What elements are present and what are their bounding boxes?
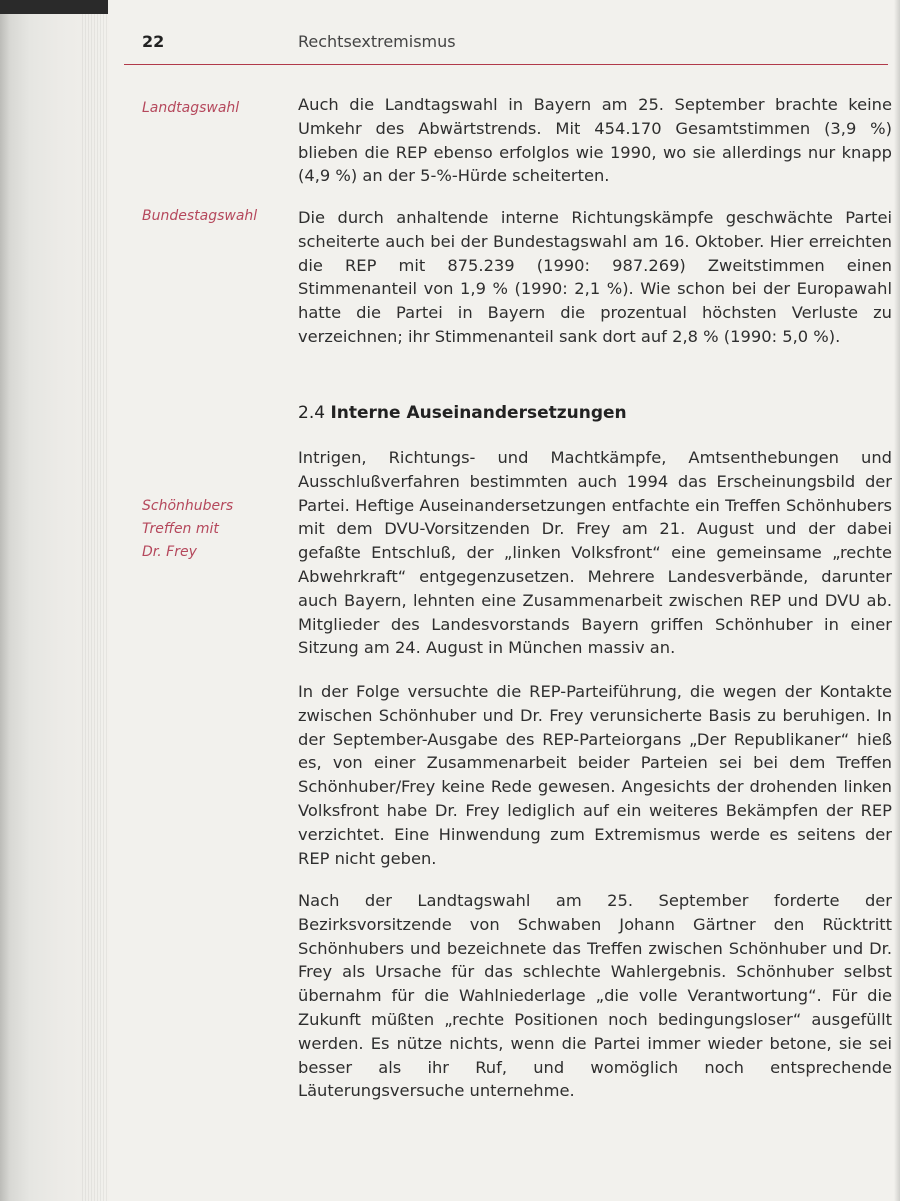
section-title: Interne Auseinandersetzungen xyxy=(330,403,627,423)
paragraph-landtagswahl-block xyxy=(298,93,892,188)
paragraph-folge-block xyxy=(298,680,892,870)
page-right-edge xyxy=(894,0,900,1201)
margin-note-line: Treffen mit xyxy=(142,521,219,537)
paragraph: In der Folge versuchte die REP-Parteiführung, die wegen der Kontakte zwischen Schönhuber und Dr. Frey verunsicherte Basis zu beruhigen. In der September-Ausgabe des REP-Parteiorgans „Der Republikaner“ hieß es, von einer Zusammenarbeit beider Parteien sei bei dem Treffen Schönhuber/Frey keine Rede gewesen. Angesichts der drohenden linken Volksfront habe Dr. Frey lediglich auf ein weiteres Bekämpfen der REP verzichtet. Eine Hinwendung zum Extremismus werde es seitens der REP nicht geben. xyxy=(298,682,892,868)
paragraph: Intrigen, Richtungs- und Machtkämpfe, Amtsenthebungen und Ausschlußverfahren bestimmten auch 1994 das Erscheinungsbild der Partei. Heftige Auseinandersetzungen entfachte ein Treffen Schönhubers mit dem DVU-Vorsitzenden Dr. Frey am 21. August und der dabei gefaßte Entschluß, der „linken Volksfront“ eine gemeinsame „rechte Abwehrkraft“ entgegenzusetzen. Mehrere Landesverbände, darunter auch Bayern, lehnten eine Zusammenarbeit zwischen REP und DVU ab. Mitglieder des Landesvorstands Bayern griffen Schönhuber in einer Sitzung am 24. August in München massiv an. xyxy=(298,448,892,658)
margin-note-line: Dr. Frey xyxy=(142,544,197,560)
margin-note-bundestagswahl: Bundestagswahl xyxy=(142,208,258,224)
running-head: Rechtsextremismus xyxy=(298,32,456,51)
margin-note-landtagswahl: Landtagswahl xyxy=(142,100,240,116)
paragraph-bundestagswahl-block xyxy=(298,206,892,349)
margin-note-line: Schönhubers xyxy=(142,498,234,514)
scan-shadow xyxy=(0,0,108,14)
header-rule xyxy=(124,64,888,65)
paragraph: Nach der Landtagswahl am 25. September forderte der Bezirksvorsitzende von Schwaben Johann Gärtner den Rücktritt Schönhubers und bezeichnete das Treffen zwischen Schönhuber und Dr. Frey als Ursache für das schlechte Wahlergebnis. Schönhuber selbst übernahm für die Wahlniederlage „die volle Verantwortung“. Für die Zukunft müßten „rechte Positionen noch bedingungsloser“ ausgefüllt werden. Es nütze nichts, wenn die Partei immer wieder betone, sie sei besser als ihr Ruf, und womöglich noch entsprechende Läuterungsversuche unternehme. xyxy=(298,891,892,1101)
paragraph: Die durch anhaltende interne Richtungskämpfe geschwächte Partei scheiterte auch bei der Bundestagswahl am 16. Oktober. Hier erreichten die REP mit 875.239 (1990: 987.269) Zweitstimmen einen Stimmenanteil von 1,9 % (1990: 2,1 %). Wie schon bei der Europawahl hatte die Partei in Bayern die prozentual höchsten Verluste zu verzeichnen; ihr Stimmenanteil sank dort auf 2,8 % (1990: 5,0 %). xyxy=(298,208,892,346)
paragraph: Auch die Landtagswahl in Bayern am 25. September brachte keine Umkehr des Abwärtstrends. Mit 454.170 Gesamtstimmen (3,9 %) blieben die REP ebenso erfolglos wie 1990, wo sie allerdings nur knapp (4,9 %) an der 5-%-Hürde scheiterten. xyxy=(298,95,892,186)
section-number: 2.4 xyxy=(298,403,326,423)
margin-note-schoenhubers-treffen xyxy=(142,495,282,564)
paragraph-landtagswahl-folgen-block xyxy=(298,889,892,1103)
page-number: 22 xyxy=(142,32,165,51)
page-stack-edge xyxy=(82,0,108,1201)
paragraph-intrigen-block xyxy=(298,446,892,660)
section-heading xyxy=(298,401,892,425)
